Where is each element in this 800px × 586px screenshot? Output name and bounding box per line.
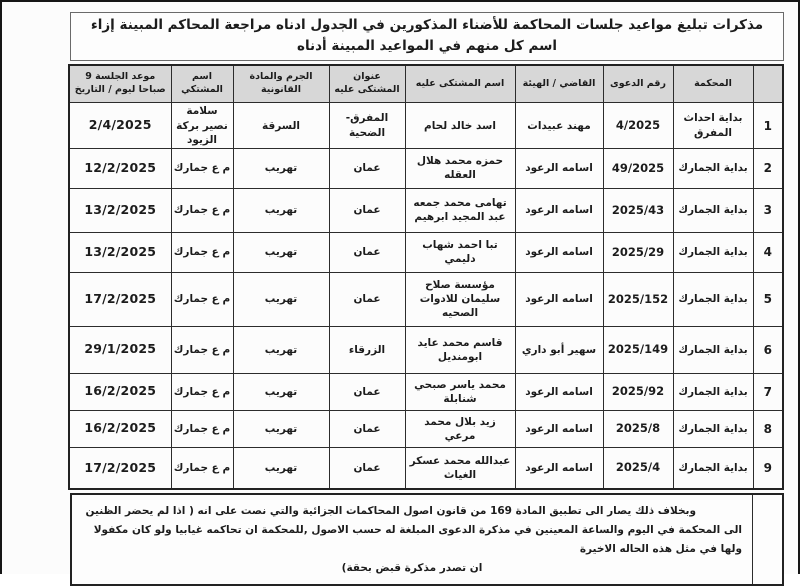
cell-complainant-name: م ع جمارك <box>171 272 233 326</box>
cell-session-date: 2/4/2025 <box>69 103 171 149</box>
header-defendant-address: عنوان المشتكى عليه <box>329 65 405 103</box>
cell-defendant-address: عمان <box>329 188 405 232</box>
cell-row-number: 9 <box>753 447 783 489</box>
cell-court: بداية الجمارك <box>673 272 753 326</box>
header-defendant-name: اسم المشتكى عليه <box>405 65 515 103</box>
cell-judge: اسامه الرعود <box>515 188 603 232</box>
cell-defendant-address: المفرق-الضحية <box>329 103 405 149</box>
cell-row-number: 1 <box>753 103 783 149</box>
cell-complainant-name: م ع جمارك <box>171 410 233 447</box>
cell-judge: اسامه الرعود <box>515 410 603 447</box>
table-row <box>69 410 783 447</box>
cell-complainant-name: م ع جمارك <box>171 232 233 272</box>
cell-defendant-name: تهامى محمد جمعه عبد المجيد ابرهيم <box>405 188 515 232</box>
cell-court: بداية الجمارك <box>673 188 753 232</box>
cell-case-number: 2025/152 <box>603 272 673 326</box>
cell-crime-article: السرقة <box>233 103 329 149</box>
cell-defendant-name: تبا احمد شهاب دليمي <box>405 232 515 272</box>
header-crime-article: الجرم والمادة القانونية <box>233 65 329 103</box>
cell-court: بداية احداث المفرق <box>673 103 753 149</box>
cell-judge: مهند عبيدات <box>515 103 603 149</box>
cell-defendant-name: اسد خالد لحام <box>405 103 515 149</box>
cell-crime-article: تهريب <box>233 410 329 447</box>
cell-crime-article: تهريب <box>233 148 329 188</box>
cell-row-number: 7 <box>753 373 783 410</box>
cell-defendant-name: قاسم محمد عايد ابومنديل <box>405 326 515 373</box>
table-row <box>69 188 783 232</box>
cell-case-number: 2025/8 <box>603 410 673 447</box>
cell-defendant-address: عمان <box>329 148 405 188</box>
cell-judge: اسامه الرعود <box>515 272 603 326</box>
cell-defendant-name: عبدالله محمد عسكر الغياث <box>405 447 515 489</box>
cell-defendant-address: عمان <box>329 447 405 489</box>
document-content <box>70 12 784 586</box>
cell-row-number: 6 <box>753 326 783 373</box>
cell-case-number: 49/2025 <box>603 148 673 188</box>
cell-case-number: 2025/43 <box>603 188 673 232</box>
cell-row-number: 2 <box>753 148 783 188</box>
table-row <box>69 148 783 188</box>
cell-court: بداية الجمارك <box>673 326 753 373</box>
header-case-number: رقم الدعوى <box>603 65 673 103</box>
footer-empty-number-cell <box>752 495 782 584</box>
cell-crime-article: تهريب <box>233 373 329 410</box>
cell-complainant-name: م ع جمارك <box>171 373 233 410</box>
cell-defendant-address: عمان <box>329 373 405 410</box>
cell-crime-article: تهريب <box>233 447 329 489</box>
cell-judge: اسامه الرعود <box>515 373 603 410</box>
table-row <box>69 447 783 489</box>
cell-case-number: 2025/92 <box>603 373 673 410</box>
header-session-date: موعد الجلسة 9 صباحا ليوم / التاريخ <box>69 65 171 103</box>
document-title <box>70 12 784 61</box>
cell-crime-article: تهريب <box>233 232 329 272</box>
cell-defendant-name: زيد بلال محمد مرعي <box>405 410 515 447</box>
cell-crime-article: تهريب <box>233 188 329 232</box>
cell-row-number: 3 <box>753 188 783 232</box>
header-judge: القاضي / الهيئة <box>515 65 603 103</box>
cell-court: بداية الجمارك <box>673 410 753 447</box>
cell-case-number: 4/2025 <box>603 103 673 149</box>
cell-complainant-name: م ع جمارك <box>171 447 233 489</box>
footer-legal-note <box>72 495 752 584</box>
cell-crime-article: تهريب <box>233 272 329 326</box>
cell-complainant-name: م ع جمارك <box>171 148 233 188</box>
cell-judge: اسامه الرعود <box>515 232 603 272</box>
cell-session-date: 29/1/2025 <box>69 326 171 373</box>
table-header-row <box>69 65 783 103</box>
header-complainant-name: اسم المشتكي <box>171 65 233 103</box>
cell-case-number: 2025/4 <box>603 447 673 489</box>
cell-session-date: 16/2/2025 <box>69 373 171 410</box>
cell-defendant-address: عمان <box>329 232 405 272</box>
cell-defendant-address: الزرقاء <box>329 326 405 373</box>
cell-session-date: 17/2/2025 <box>69 272 171 326</box>
cell-session-date: 17/2/2025 <box>69 447 171 489</box>
footer-note-box <box>70 493 784 586</box>
cell-judge: اسامه الرعود <box>515 447 603 489</box>
table-row <box>69 272 783 326</box>
cell-case-number: 2025/149 <box>603 326 673 373</box>
cell-complainant-name: سلامة نصير بركة الزيود <box>171 103 233 149</box>
table-row <box>69 373 783 410</box>
footer-line-2: الى المحكمة في اليوم والساعة المعينين في مذكرة الدعوى المبلغة له حسب الاصول ,للمحكمة ان تحاكمه غيابيا ولو كان مكفولا ولها في مثل هذه الحاله الاخيرة <box>93 524 742 556</box>
cell-defendant-name: محمد ياسر صبحي شنابلة <box>405 373 515 410</box>
cell-court: بداية الجمارك <box>673 232 753 272</box>
footer-line-3: ان تصدر مذكرة قبض بحقة) <box>341 562 483 575</box>
cell-court: بداية الجمارك <box>673 148 753 188</box>
cell-session-date: 16/2/2025 <box>69 410 171 447</box>
cell-defendant-address: عمان <box>329 272 405 326</box>
cell-defendant-name: حمزه محمد هلال العقله <box>405 148 515 188</box>
cell-session-date: 12/2/2025 <box>69 148 171 188</box>
cell-defendant-name: مؤسسة صلاح سليمان للادوات الصحيه <box>405 272 515 326</box>
cell-row-number: 5 <box>753 272 783 326</box>
cell-row-number: 8 <box>753 410 783 447</box>
table-row <box>69 103 783 149</box>
cell-court: بداية الجمارك <box>673 447 753 489</box>
header-row-number <box>753 65 783 103</box>
court-sessions-table <box>68 64 784 491</box>
footer-line-1: وبخلاف ذلك يصار الى تطبيق المادة 169 من قانون اصول المحاكمات الجزائية والتي نصت على انه ( اذا لم يحضر الظنين <box>85 505 696 518</box>
header-court: المحكمة <box>673 65 753 103</box>
cell-court: بداية الجمارك <box>673 373 753 410</box>
cell-complainant-name: م ع جمارك <box>171 326 233 373</box>
table-row <box>69 232 783 272</box>
cell-defendant-address: عمان <box>329 410 405 447</box>
document-title-text: مذكرات تبليغ مواعيد جلسات المحاكمة للأضناء المذكورين في الجدول ادناه مراجعة المحاكم المبينة إزاء اسم كل منهم في المواعيد المبينة أدناه <box>90 17 764 54</box>
cell-session-date: 13/2/2025 <box>69 232 171 272</box>
cell-judge: سهير أبو داري <box>515 326 603 373</box>
table-row <box>69 326 783 373</box>
cell-case-number: 2025/29 <box>603 232 673 272</box>
cell-crime-article: تهريب <box>233 326 329 373</box>
cell-row-number: 4 <box>753 232 783 272</box>
cell-complainant-name: م ع جمارك <box>171 188 233 232</box>
cell-judge: اسامه الرعود <box>515 148 603 188</box>
cell-session-date: 13/2/2025 <box>69 188 171 232</box>
